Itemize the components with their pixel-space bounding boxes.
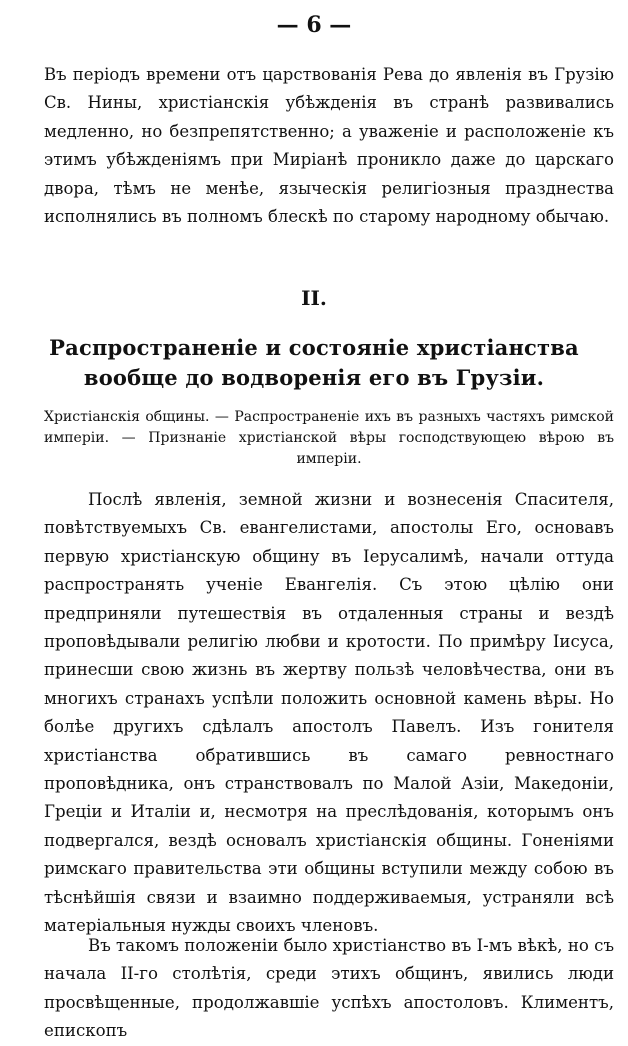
section-number: II. xyxy=(301,286,327,310)
intro-paragraph: Въ періодъ времени отъ царствованія Рева до явленія въ Грузію Св. Нины, христіанскія убѣжденія въ странѣ развивались медленно, но безпрепятственно; а уваженіе и расположеніе къ этимъ убѣжденіямъ при Миріанѣ проникло даже до царскаго двора, тѣмъ не менѣе, языческія религіозныя празднества исполнялись въ полномъ блескѣ по старому народному обычаю. xyxy=(44,65,614,227)
main-paragraph: Послѣ явленія, земной жизни и вознесенія Спасителя, повѣтствуемыхъ Св. евангелистами, апостолы Его, основавъ первую христіанскую общину въ Іерусалимѣ, начали оттуда распространять ученіе Евангелія. Съ этою цѣлію они предприняли путешествія въ отдаленныя страны и вездѣ проповѣдывали религію любви и кротости. По примѣру Іисуса, принесши свою жизнь въ жертву пользѣ человѣчества, они въ многихъ странахъ успѣли положить основной камень вѣры. Но болѣе другихъ сдѣлалъ апостолъ Павелъ. Изъ гонителя христіанства обратившись въ самаго ревностнаго проповѣдника, онъ странствовалъ по Малой Азіи, Македоніи, Греціи и Италіи и, несмотря на преслѣдованія, которымъ онъ подвергался, вездѣ основалъ христіанскія общины. Гоненіями римскаго правительства эти общины вступили между собою въ тѣснѣйшія связи и взаимно поддерживаемыя, устраняли всѣ матеріальныя нужды своихъ членовъ. xyxy=(44,490,614,936)
section-title: Распространеніе и состояніе христіанства вообще до водворенія его въ Грузіи. xyxy=(49,335,579,390)
page-number: — 6 — xyxy=(276,12,352,38)
last-paragraph: Въ такомъ положеніи было христіанство въ I-мъ вѣкѣ, но съ начала II-го столѣтія, среди этихъ общинъ, явились люди просвѣщенные, продолжавшіе успѣхъ апостоловъ. Климентъ, епископъ xyxy=(44,936,614,1041)
section-summary: Христіанскія общины. — Распространеніе ихъ въ разныхъ частяхъ римской имперіи. — Признаніе христіанской вѣры господствующею вѣрою въ имперіи. xyxy=(44,409,614,467)
